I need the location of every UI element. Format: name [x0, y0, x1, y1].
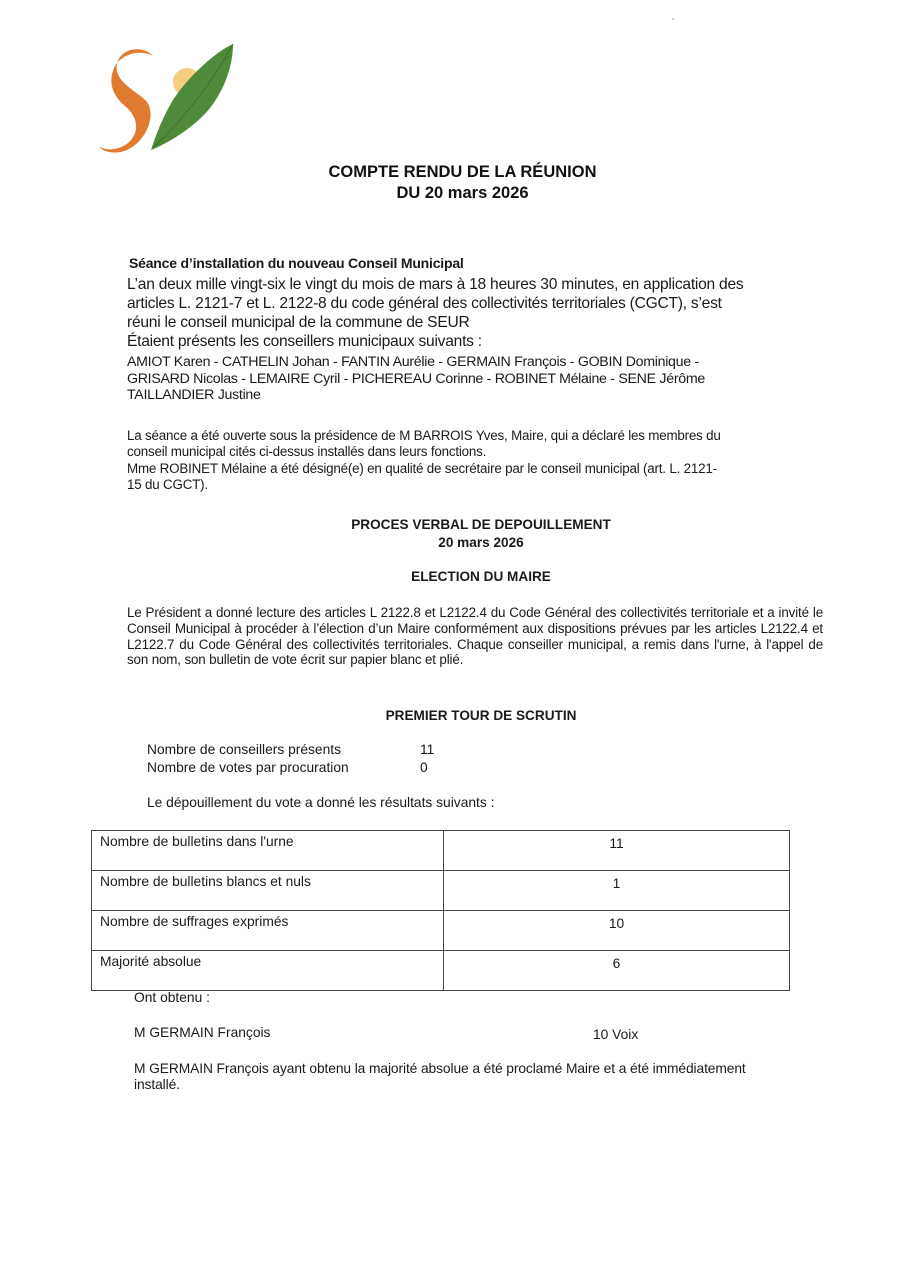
seance-line: Mme ROBINET Mélaine a été désigné(e) en qualité de secrétaire par le conseil municipal (art. L. 2121- [127, 460, 717, 476]
commune-logo [95, 42, 240, 162]
table-row [92, 871, 790, 911]
members-line: GRISARD Nicolas - LEMAIRE Cyril - PICHEREAU Corinne - ROBINET Mélaine - SENE Jérôme [127, 370, 705, 387]
seance-paragraph [127, 428, 827, 493]
stat-label-procuration: Nombre de votes par procuration [147, 760, 349, 775]
election-paragraph: Le Président a donné lecture des articles L 2122.8 et L2122.4 du Code Général des collectivités territoriale et a invité le Conseil Municipal à procéder à l’élection d’un Maire conformément aux dispositions prévues par les articles L2122.4 et L2122.7 du Code Général des collectivités territoriales. Chaque conseiller municipal, a remis dans l'urne, à l'appel de son nom, son bulletin de vote écrit sur papier blanc et plié. [127, 605, 823, 668]
seance-line: 15 du CGCT). [127, 476, 208, 492]
installation-line: L’an deux mille vingt-six le vingt du mois de mars à 18 heures 30 minutes, en application des [127, 276, 744, 293]
logo-leaf [151, 44, 233, 150]
stat-label-presents: Nombre de conseillers présents [147, 742, 342, 757]
page-subtitle-date: DU 20 mars 2026 [396, 184, 529, 202]
result-label: Nombre de suffrages exprimés [92, 911, 444, 951]
table-row [92, 951, 790, 991]
installation-line: réuni le conseil municipal de la commune de SEUR [127, 314, 470, 331]
premier-tour-title: PREMIER TOUR DE SCRUTIN [385, 708, 577, 723]
candidate-votes: 10 Voix [593, 1027, 639, 1042]
stat-value-procuration: 0 [420, 760, 428, 775]
members-line: TAILLANDIER Justine [127, 387, 261, 403]
result-label: Majorité absolue [92, 951, 444, 991]
conclusion-paragraph [134, 1061, 834, 1093]
election-title: ELECTION DU MAIRE [411, 569, 551, 584]
logo-letter-s [99, 49, 153, 152]
result-value: 10 [444, 911, 790, 951]
installation-line: articles L. 2121-7 et L. 2122-8 du code général des collectivités territoriales (CGCT), s’est [127, 295, 722, 312]
page-title: COMPTE RENDU DE LA RÉUNION [328, 163, 597, 181]
installation-line: Étaient présents les conseillers municipaux suivants : [127, 333, 482, 350]
installation-heading: Séance d’installation du nouveau Conseil Municipal [129, 255, 464, 271]
result-value: 1 [444, 871, 790, 911]
members-list [127, 354, 827, 404]
installation-text [127, 275, 827, 351]
table-row [92, 911, 790, 951]
table-row [92, 831, 790, 871]
results-intro: Le dépouillement du vote a donné les résultats suivants : [147, 795, 495, 810]
result-value: 11 [444, 831, 790, 871]
stat-value-presents: 11 [420, 742, 435, 757]
proces-verbal-title: PROCES VERBAL DE DEPOUILLEMENT [351, 517, 611, 532]
conclusion-line: M GERMAIN François ayant obtenu la majorité absolue a été proclamé Maire et a été immédiatement [134, 1061, 746, 1076]
result-label: Nombre de bulletins dans l'urne [92, 831, 444, 871]
logo-graphic [95, 42, 240, 162]
result-label: Nombre de bulletins blancs et nuls [92, 871, 444, 911]
scan-speck [672, 18, 674, 20]
members-line: AMIOT Karen - CATHELIN Johan - FANTIN Aurélie - GERMAIN François - GOBIN Dominique - [127, 354, 699, 370]
seance-line: conseil municipal cités ci-dessus installés dans leurs fonctions. [127, 444, 487, 460]
candidate-name: M GERMAIN François [134, 1025, 271, 1040]
seance-line: La séance a été ouverte sous la présidence de M BARROIS Yves, Maire, qui a déclaré les membres du [127, 428, 721, 443]
results-table [91, 830, 790, 991]
conclusion-line: installé. [134, 1077, 180, 1092]
obtained-label: Ont obtenu : [134, 990, 210, 1005]
proces-verbal-date: 20 mars 2026 [438, 535, 524, 550]
result-value: 6 [444, 951, 790, 991]
